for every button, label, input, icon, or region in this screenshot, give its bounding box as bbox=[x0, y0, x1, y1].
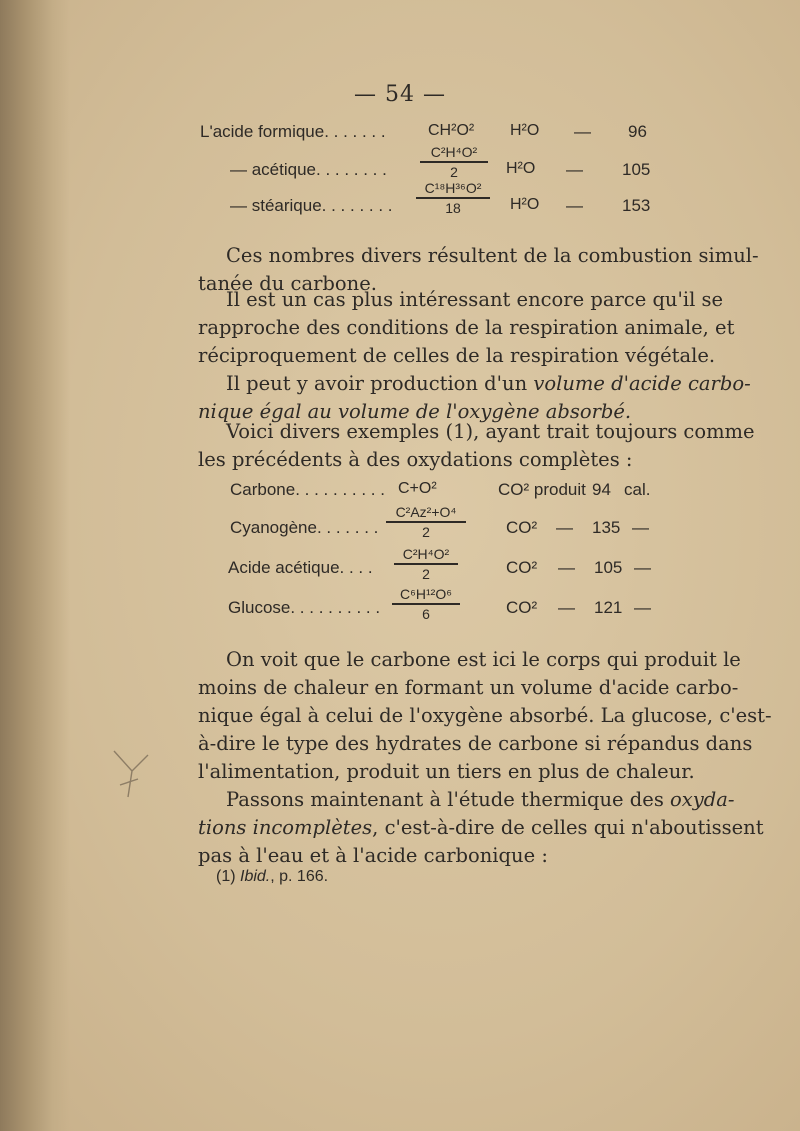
fraction-denominator: 2 bbox=[422, 523, 430, 540]
fraction-formula bbox=[420, 144, 488, 180]
heat-value: 153 bbox=[622, 196, 651, 215]
fraction-formula bbox=[394, 546, 458, 582]
text-line: l'alimentation, produit un tiers en plus de chaleur. bbox=[198, 760, 695, 783]
text-line: tanée du carbone. bbox=[198, 272, 377, 295]
text-line bbox=[198, 370, 751, 398]
italic-run: oxyda- bbox=[670, 788, 735, 811]
dash: — bbox=[558, 558, 575, 577]
dash: — bbox=[634, 558, 651, 577]
row-label: Glucose. . . . . . . . . . bbox=[228, 598, 381, 617]
fraction-numerator: C²H⁴O² bbox=[402, 546, 450, 562]
table-row bbox=[0, 180, 800, 216]
fraction-numerator: C²Az²+O⁴ bbox=[395, 504, 457, 520]
table-row bbox=[0, 586, 800, 622]
dash: — bbox=[634, 598, 651, 617]
paragraph bbox=[198, 646, 772, 786]
table-row bbox=[0, 122, 800, 141]
water-formula: H²O bbox=[506, 160, 536, 177]
paragraph bbox=[198, 418, 755, 474]
heat-value: 94 bbox=[592, 480, 611, 499]
fraction-numerator: C²H⁴O² bbox=[430, 144, 478, 160]
fraction-denominator: 2 bbox=[450, 163, 458, 180]
table-row bbox=[0, 144, 800, 180]
text-line bbox=[198, 814, 764, 842]
fraction-denominator: 2 bbox=[422, 565, 430, 582]
fraction-denominator: 6 bbox=[422, 605, 430, 622]
paragraph bbox=[198, 286, 735, 370]
text-run: Passons maintenant à l'étude thermique des bbox=[226, 788, 671, 811]
formula: CH²O² bbox=[428, 122, 475, 139]
table-row bbox=[0, 504, 800, 540]
italic-run: volume d'acide carbo- bbox=[533, 372, 751, 395]
text-line: On voit que le carbone est ici le corps qui produit le bbox=[226, 648, 741, 671]
text-line: rapproche des conditions de la respiration animale, et bbox=[198, 316, 735, 339]
fraction-bar bbox=[394, 563, 458, 565]
unit: cal. bbox=[624, 480, 651, 499]
formula: C+O² bbox=[398, 480, 437, 497]
text-line: pas à l'eau et à l'acide carbonique : bbox=[198, 844, 548, 867]
product: CO² bbox=[506, 558, 538, 577]
heat-value: 96 bbox=[628, 122, 647, 141]
fraction-denominator: 18 bbox=[445, 199, 461, 216]
row-label: Carbone. . . . . . . . . . bbox=[230, 480, 385, 499]
table-row bbox=[0, 480, 800, 499]
heat-value: 135 bbox=[592, 518, 621, 537]
row-label: Acide acétique. . . . bbox=[228, 558, 373, 577]
text-line: à-dire le type des hydrates de carbone si répandus dans bbox=[198, 732, 753, 755]
row-label: — stéarique. . . . . . . . bbox=[230, 196, 393, 215]
book-spine-shadow bbox=[0, 0, 70, 1131]
heat-value: 105 bbox=[622, 160, 651, 179]
dash: — bbox=[632, 518, 649, 537]
fraction-bar bbox=[386, 521, 466, 523]
water-formula: H²O bbox=[510, 122, 540, 139]
footnote-page: , p. 166. bbox=[270, 868, 329, 885]
page-number: — 54 — bbox=[354, 82, 446, 107]
water-formula: H²O bbox=[510, 196, 540, 213]
text-line: Voici divers exemples (1), ayant trait toujours comme bbox=[226, 420, 755, 443]
product: CO² produit bbox=[498, 480, 586, 499]
product: CO² bbox=[506, 598, 538, 617]
fraction-bar bbox=[416, 197, 490, 199]
fraction-numerator: C¹⁸H³⁶O² bbox=[424, 180, 482, 196]
text-run: Il peut y avoir production d'un bbox=[226, 372, 534, 395]
text-line: les précédents à des oxydations complètes : bbox=[198, 448, 633, 471]
italic-run: tions incomplètes bbox=[198, 816, 373, 839]
text-line: nique égal à celui de l'oxygène absorbé. La glucose, c'est- bbox=[198, 704, 772, 727]
dash: — bbox=[566, 196, 583, 215]
footnote bbox=[216, 868, 328, 886]
heat-value: 121 bbox=[594, 598, 623, 617]
dash: — bbox=[558, 598, 575, 617]
fraction-formula bbox=[416, 180, 490, 216]
dash: — bbox=[556, 518, 573, 537]
fraction-formula bbox=[392, 586, 460, 622]
text-line: réciproquement de celles de la respiration végétale. bbox=[198, 344, 716, 367]
fraction-bar bbox=[420, 161, 488, 163]
text-line: Il est un cas plus intéressant encore parce qu'il se bbox=[226, 288, 724, 311]
fraction-formula bbox=[386, 504, 466, 540]
italic-run: nique égal au volume de l'oxygène absorbé. bbox=[198, 400, 632, 423]
fraction-numerator: C⁶H¹²O⁶ bbox=[400, 586, 452, 602]
footnote-ibid: Ibid. bbox=[240, 868, 271, 885]
row-label: Cyanogène. . . . . . . bbox=[230, 518, 379, 537]
text-line: Ces nombres divers résultent de la combustion simul- bbox=[226, 244, 759, 267]
table-row bbox=[0, 546, 800, 582]
paragraph bbox=[198, 786, 764, 870]
heat-value: 105 bbox=[594, 558, 623, 577]
row-label: — acétique. . . . . . . . bbox=[230, 160, 387, 179]
dash: — bbox=[566, 160, 583, 179]
text-line: moins de chaleur en formant un volume d'acide carbo- bbox=[198, 676, 739, 699]
row-label: L'acide formique. . . . . . . bbox=[200, 122, 386, 141]
text-run: , c'est-à-dire de celles qui n'aboutissent bbox=[372, 816, 764, 839]
product: CO² bbox=[506, 518, 538, 537]
pencil-mark-icon bbox=[108, 745, 156, 805]
fraction-bar bbox=[392, 603, 460, 605]
text-line bbox=[198, 786, 735, 814]
dash: — bbox=[574, 122, 591, 141]
footnote-number: (1) bbox=[216, 868, 240, 885]
